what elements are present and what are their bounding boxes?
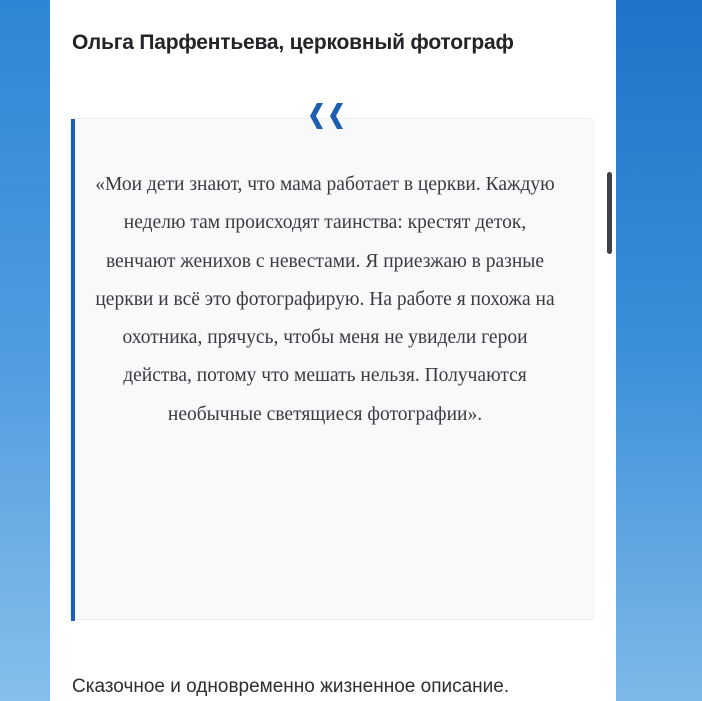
scrollbar-thumb[interactable] bbox=[607, 172, 612, 254]
background-left-edge bbox=[0, 0, 50, 701]
quote-accent-bar bbox=[71, 119, 75, 621]
author-heading: Ольга Парфентьева, церковный фотограф bbox=[72, 31, 514, 54]
background-right-edge bbox=[616, 0, 702, 701]
body-paragraph: Сказочное и одновременно жизненное описание. bbox=[72, 676, 510, 697]
article-page bbox=[50, 0, 616, 701]
quote-text: «Мои дети знают, что мама работает в церкви. Каждую неделю там происходят таинства: крестят деток, венчают женихов с невестами. Я приезжаю в разные церкви и всё это фотографирую. На работе я похожа на охотника, прячусь, чтобы меня не увидели герои действа, потому что мешать нельзя. Получаются необычные светящиеся фотографии». bbox=[95, 174, 555, 425]
quote-mark-icon bbox=[308, 100, 364, 136]
